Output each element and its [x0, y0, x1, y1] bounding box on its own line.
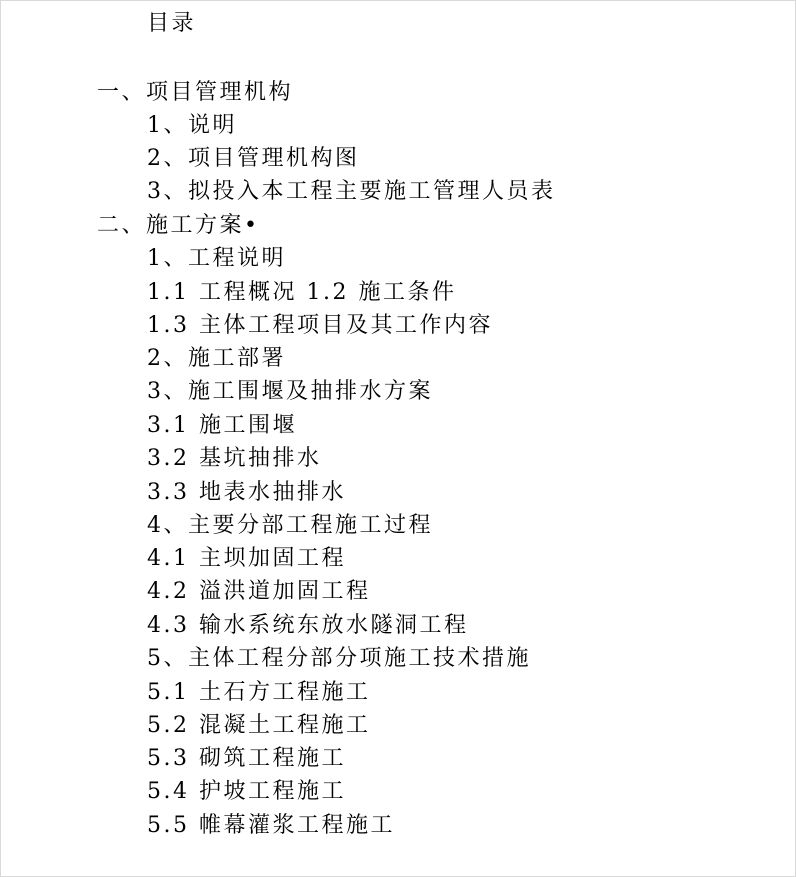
toc-item: 2、施工部署: [147, 346, 286, 371]
toc-title: 目录: [147, 11, 197, 36]
toc-item: 1、说明: [147, 113, 237, 138]
toc-section-2-heading: 二、施工方案•: [97, 213, 260, 238]
toc-item: 5.3 砌筑工程施工: [147, 746, 346, 771]
toc-item: 5.5 帷幕灌浆工程施工: [147, 813, 395, 838]
toc-item: 4、主要分部工程施工过程: [147, 513, 433, 538]
toc-item: 5.2 混凝土工程施工: [147, 713, 371, 738]
toc-item: 3.2 基坑抽排水: [147, 446, 322, 471]
toc-item: 5.4 护坡工程施工: [147, 779, 346, 804]
toc-item: 3.3 地表水抽排水: [147, 480, 346, 505]
toc-item: 1、工程说明: [147, 246, 286, 271]
toc-item: 4.2 溢洪道加固工程: [147, 579, 371, 604]
toc-item: 1.3 主体工程项目及其工作内容: [147, 313, 493, 338]
toc-section-1-heading: 一、项目管理机构: [97, 80, 294, 105]
toc-item: 3、施工围堰及抽排水方案: [147, 379, 433, 404]
toc-item: 4.1 主坝加固工程: [147, 546, 346, 571]
toc-item: 3、拟投入本工程主要施工管理人员表: [147, 179, 556, 204]
toc-item: 3.1 施工围堰: [147, 413, 297, 438]
toc-item: 2、项目管理机构图: [147, 146, 360, 171]
toc-item: 5、主体工程分部分项施工技术措施: [147, 646, 531, 671]
toc-item: 1.1 工程概况 1.2 施工条件: [147, 280, 457, 305]
toc-item: 4.3 输水系统东放水隧洞工程: [147, 613, 469, 638]
toc-item: 5.1 土石方工程施工: [147, 680, 371, 705]
